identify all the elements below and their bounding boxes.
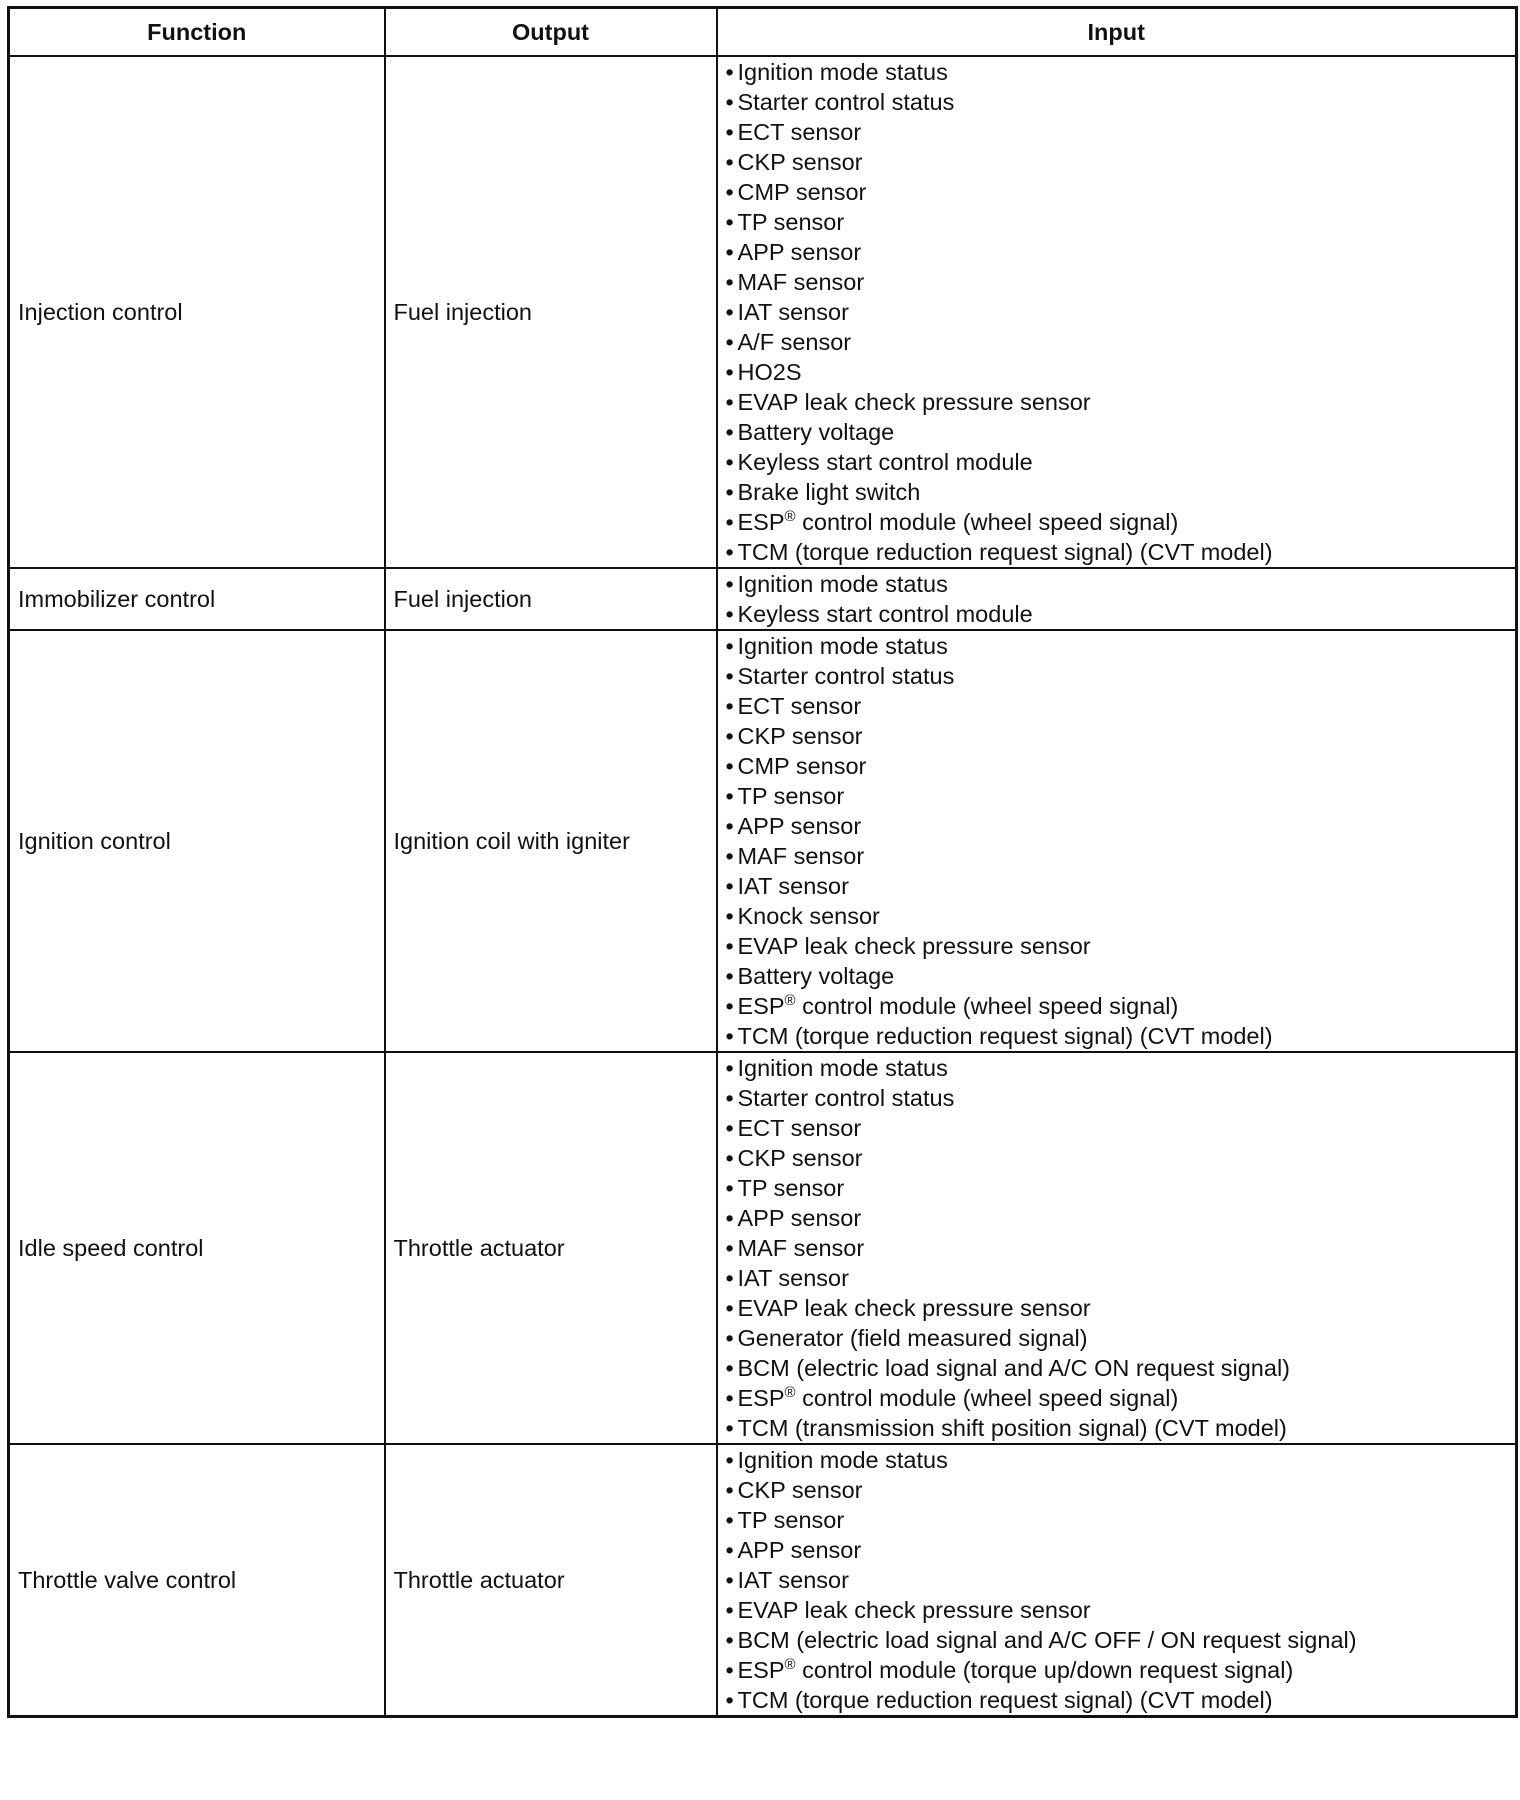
input-item-text: CKP sensor [737,1477,863,1503]
input-item-text: Starter control status [737,1085,955,1111]
bullet-icon: • [725,1355,734,1381]
output-cell: Fuel injection [385,568,717,630]
input-item-text: ESP [737,509,785,535]
bullet-icon: • [725,723,734,749]
bullet-icon: • [725,783,734,809]
input-list [726,1445,1508,1715]
input-item-text: Ignition mode status [737,1447,948,1473]
list-item [726,1505,1508,1535]
list-item [726,1143,1508,1173]
input-list [726,631,1508,1051]
bullet-icon: • [725,813,734,839]
list-item [726,1203,1508,1233]
input-cell [717,630,1517,1052]
list-item [726,751,1508,781]
list-item [726,661,1508,691]
list-item [726,117,1508,147]
registered-mark: ® [784,508,796,525]
input-item-text: Starter control status [737,663,955,689]
bullet-icon: • [725,693,734,719]
input-item-text: ECT sensor [737,693,862,719]
input-item-text: EVAP leak check pressure sensor [737,1295,1091,1321]
bullet-icon: • [725,1657,734,1683]
input-item-text: Brake light switch [737,479,921,505]
input-item-text: ESP [737,993,785,1019]
bullet-icon: • [725,1235,734,1261]
list-item [726,1173,1508,1203]
bullet-icon: • [725,1477,734,1503]
input-list [726,1053,1508,1443]
output-cell: Ignition coil with igniter [385,630,717,1052]
output-cell: Throttle actuator [385,1052,717,1444]
list-item [726,1053,1508,1083]
registered-mark: ® [784,992,796,1009]
input-item-text: IAT sensor [737,873,849,899]
input-item-text: TCM (torque reduction request signal) (CVT model) [737,1687,1273,1713]
bullet-icon: • [725,119,734,145]
list-item [726,147,1508,177]
list-item [726,447,1508,477]
list-item [726,991,1508,1021]
list-item [726,387,1508,417]
input-item-text: Ignition mode status [737,59,948,85]
input-item-text: APP sensor [737,813,862,839]
input-item-text: ECT sensor [737,1115,862,1141]
list-item [726,569,1508,599]
list-item [726,721,1508,751]
function-cell: Ignition control [9,630,385,1052]
bullet-icon: • [725,1115,734,1141]
bullet-icon: • [725,329,734,355]
list-item [726,1113,1508,1143]
input-item-text-rest: control module (wheel speed signal) [795,1385,1179,1411]
table-header [9,8,1517,57]
input-item-text: EVAP leak check pressure sensor [737,389,1091,415]
input-item-text: TP sensor [737,1507,845,1533]
list-item [726,841,1508,871]
bullet-icon: • [725,571,734,597]
input-list [726,57,1508,567]
bullet-icon: • [725,993,734,1019]
bullet-icon: • [725,1627,734,1653]
column-header-function: Function [9,8,385,57]
function-cell: Injection control [9,56,385,568]
input-item-text: ESP [737,1385,785,1411]
input-item-text: EVAP leak check pressure sensor [737,933,1091,959]
input-item-text: IAT sensor [737,299,849,325]
bullet-icon: • [725,843,734,869]
table-row [9,568,1517,630]
bullet-icon: • [725,1085,734,1111]
input-item-text: APP sensor [737,1537,862,1563]
bullet-icon: • [725,89,734,115]
bullet-icon: • [725,1447,734,1473]
input-item-text: Keyless start control module [737,449,1033,475]
bullet-icon: • [725,1537,734,1563]
header-row [9,8,1517,57]
bullet-icon: • [725,539,734,565]
bullet-icon: • [725,299,734,325]
input-item-text: Ignition mode status [737,571,948,597]
input-item-text: ECT sensor [737,119,862,145]
input-item-text: TP sensor [737,209,845,235]
list-item [726,1445,1508,1475]
list-item [726,57,1508,87]
input-item-text: IAT sensor [737,1567,849,1593]
table-row [9,1052,1517,1444]
bullet-icon: • [725,1145,734,1171]
column-header-input: Input [717,8,1517,57]
input-item-text: BCM (electric load signal and A/C OFF / ON request signal) [737,1627,1357,1653]
bullet-icon: • [725,449,734,475]
list-item [726,901,1508,931]
input-item-text: CKP sensor [737,723,863,749]
bullet-icon: • [725,1055,734,1081]
registered-mark: ® [784,1384,796,1401]
input-cell [717,56,1517,568]
input-list [726,569,1508,629]
bullet-icon: • [725,963,734,989]
list-item [726,1353,1508,1383]
list-item [726,599,1508,629]
list-item [726,507,1508,537]
input-item-text: CKP sensor [737,149,863,175]
function-cell: Idle speed control [9,1052,385,1444]
list-item [726,1595,1508,1625]
input-item-text-rest: control module (torque up/down request signal) [795,1657,1294,1683]
bullet-icon: • [725,601,734,627]
list-item [726,357,1508,387]
list-item [726,327,1508,357]
table-row [9,630,1517,1052]
input-item-text: BCM (electric load signal and A/C ON request signal) [737,1355,1290,1381]
bullet-icon: • [725,419,734,445]
input-item-text: APP sensor [737,1205,862,1231]
bullet-icon: • [725,903,734,929]
bullet-icon: • [725,633,734,659]
input-item-text: Ignition mode status [737,633,948,659]
input-item-text: APP sensor [737,239,862,265]
input-cell [717,568,1517,630]
bullet-icon: • [725,1175,734,1201]
list-item [726,1565,1508,1595]
list-item [726,537,1508,567]
bullet-icon: • [725,209,734,235]
input-item-text: Generator (field measured signal) [737,1325,1088,1351]
bullet-icon: • [725,753,734,779]
input-cell [717,1444,1517,1717]
function-io-table [7,6,1518,1718]
input-item-text: CMP sensor [737,179,867,205]
list-item [726,237,1508,267]
bullet-icon: • [725,663,734,689]
input-item-text: TCM (transmission shift position signal) (CVT model) [737,1415,1287,1441]
input-item-text: IAT sensor [737,1265,849,1291]
list-item [726,1383,1508,1413]
bullet-icon: • [725,509,734,535]
input-item-text-rest: control module (wheel speed signal) [795,993,1179,1019]
list-item [726,1233,1508,1263]
bullet-icon: • [725,1325,734,1351]
bullet-icon: • [725,359,734,385]
input-item-text: Battery voltage [737,963,895,989]
bullet-icon: • [725,389,734,415]
list-item [726,87,1508,117]
bullet-icon: • [725,1687,734,1713]
list-item [726,811,1508,841]
bullet-icon: • [725,1265,734,1291]
input-item-text: CMP sensor [737,753,867,779]
output-cell: Throttle actuator [385,1444,717,1717]
bullet-icon: • [725,1597,734,1623]
list-item [726,177,1508,207]
input-item-text: Ignition mode status [737,1055,948,1081]
input-item-text-rest: control module (wheel speed signal) [795,509,1179,535]
list-item [726,1655,1508,1685]
input-item-text: Starter control status [737,89,955,115]
function-cell: Throttle valve control [9,1444,385,1717]
bullet-icon: • [725,1385,734,1411]
list-item [726,207,1508,237]
input-item-text: ESP [737,1657,785,1683]
function-cell: Immobilizer control [9,568,385,630]
bullet-icon: • [725,1415,734,1441]
table-row [9,56,1517,568]
input-item-text: HO2S [737,359,802,385]
input-item-text: TP sensor [737,1175,845,1201]
list-item [726,1475,1508,1505]
list-item [726,1021,1508,1051]
bullet-icon: • [725,179,734,205]
input-item-text: A/F sensor [737,329,852,355]
input-item-text: TCM (torque reduction request signal) (CVT model) [737,539,1273,565]
input-item-text: MAF sensor [737,269,865,295]
bullet-icon: • [725,933,734,959]
output-cell: Fuel injection [385,56,717,568]
list-item [726,961,1508,991]
bullet-icon: • [725,1507,734,1533]
list-item [726,1263,1508,1293]
list-item [726,781,1508,811]
input-item-text: TCM (torque reduction request signal) (CVT model) [737,1023,1273,1049]
bullet-icon: • [725,1295,734,1321]
list-item [726,1535,1508,1565]
bullet-icon: • [725,1023,734,1049]
bullet-icon: • [725,873,734,899]
bullet-icon: • [725,479,734,505]
list-item [726,1293,1508,1323]
registered-mark: ® [784,1656,796,1673]
input-item-text: Knock sensor [737,903,880,929]
bullet-icon: • [725,1567,734,1593]
list-item [726,297,1508,327]
list-item [726,477,1508,507]
bullet-icon: • [725,239,734,265]
input-item-text: MAF sensor [737,843,865,869]
list-item [726,1083,1508,1113]
list-item [726,267,1508,297]
list-item [726,1323,1508,1353]
bullet-icon: • [725,149,734,175]
input-item-text: EVAP leak check pressure sensor [737,1597,1091,1623]
input-item-text: TP sensor [737,783,845,809]
list-item [726,417,1508,447]
list-item [726,691,1508,721]
bullet-icon: • [725,59,734,85]
list-item [726,931,1508,961]
table-body [9,56,1517,1717]
list-item [726,1625,1508,1655]
input-item-text: Keyless start control module [737,601,1033,627]
input-cell [717,1052,1517,1444]
list-item [726,1413,1508,1443]
list-item [726,1685,1508,1715]
input-item-text: Battery voltage [737,419,895,445]
list-item [726,871,1508,901]
input-item-text: MAF sensor [737,1235,865,1261]
bullet-icon: • [725,1205,734,1231]
list-item [726,631,1508,661]
table-row [9,1444,1517,1717]
input-item-text: CKP sensor [737,1145,863,1171]
bullet-icon: • [725,269,734,295]
column-header-output: Output [385,8,717,57]
